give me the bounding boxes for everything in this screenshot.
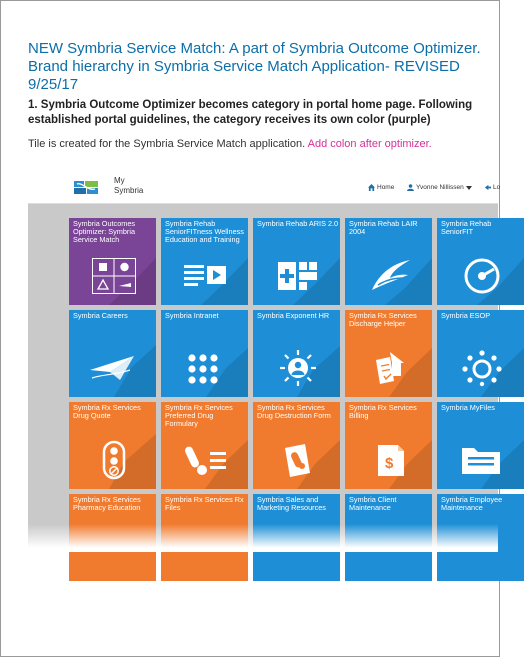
tile-careers[interactable] bbox=[69, 310, 156, 397]
brand-line-2: Symbria bbox=[114, 186, 144, 195]
tile-label: Symbria Rx Services Billing bbox=[349, 403, 417, 421]
nav-user-label: Yvonne Nillissen bbox=[416, 184, 464, 191]
annotation-note bbox=[28, 138, 432, 150]
sun-person-icon bbox=[276, 350, 320, 386]
tile-drug-quote[interactable] bbox=[69, 402, 156, 489]
shapes-icon bbox=[92, 258, 136, 294]
user-icon bbox=[407, 184, 414, 191]
swoosh-icon bbox=[368, 258, 412, 294]
tile-label: Symbria Rehab SeniorFITness Wellness Education and Training bbox=[165, 219, 244, 245]
paper-plane-icon bbox=[79, 350, 145, 386]
dollar-document-icon bbox=[368, 442, 412, 478]
tile-drug-destruction[interactable] bbox=[253, 402, 340, 489]
grid-plus-icon bbox=[276, 258, 320, 294]
nav-user-menu[interactable] bbox=[407, 184, 472, 191]
home-icon bbox=[368, 184, 375, 191]
tile-formulary[interactable] bbox=[161, 402, 248, 489]
tile-exponent-hr[interactable] bbox=[253, 310, 340, 397]
portal-screenshot bbox=[28, 172, 503, 552]
page-title: NEW Symbria Service Match: A part of Symbria Outcome Optimizer. Brand hierarchy in Symbria Service Match Application- REVISED 9/25/17 bbox=[28, 40, 481, 93]
screenshot-fade bbox=[28, 524, 498, 552]
tile-discharge-helper[interactable] bbox=[345, 310, 432, 397]
tile-label: Symbria Sales and Marketing Resources bbox=[257, 495, 326, 513]
portal-topbar bbox=[28, 172, 501, 204]
tile-label: Symbria Rehab ARIS 2.0 bbox=[257, 219, 339, 228]
note-highlight: Add colon after optimizer. bbox=[307, 138, 432, 150]
pill-document-icon bbox=[276, 442, 320, 478]
tile-seniorfitness[interactable] bbox=[161, 218, 248, 305]
tile-label: Symbria Exponent HR bbox=[257, 311, 330, 320]
note-text: Tile is created for the Symbria Service Match application. bbox=[28, 138, 306, 150]
house-document-icon bbox=[368, 350, 412, 386]
nav-home-label: Home bbox=[377, 184, 395, 191]
tile-esop[interactable] bbox=[437, 310, 524, 397]
nav-logout-label: Lo bbox=[493, 184, 501, 191]
tile-label: Symbria Client Maintenance bbox=[349, 495, 397, 513]
portal-brand bbox=[114, 176, 143, 196]
symbria-logo-icon[interactable] bbox=[73, 179, 99, 196]
caret-down-icon bbox=[466, 186, 472, 190]
dots-icon bbox=[184, 350, 228, 386]
tile-service-match[interactable] bbox=[69, 218, 156, 305]
traffic-light-icon bbox=[92, 442, 136, 478]
pills-icon bbox=[184, 442, 228, 478]
tile-label: Symbria MyFiles bbox=[441, 403, 495, 412]
tile-label: Symbria Rehab SeniorFIT bbox=[441, 219, 492, 237]
tile-label: Symbria Intranet bbox=[165, 311, 219, 320]
tile-label: Symbria Rx Services Discharge Helper bbox=[349, 311, 417, 329]
tile-label: Symbria Rehab LAIR 2004 bbox=[349, 219, 418, 237]
tile-label: Symbria Rx Services Drug Destruction Form bbox=[257, 403, 331, 421]
tile-label: Symbria Rx Services Drug Quote bbox=[73, 403, 141, 421]
tile-label: Symbria Outcomes Optimizer: Symbria Service Match bbox=[73, 219, 136, 245]
tile-label: Symbria Careers bbox=[73, 311, 128, 320]
tile-label: Symbria Employee Maintenance bbox=[441, 495, 503, 513]
tile-label: Symbria Rx Services Preferred Drug Formulary bbox=[165, 403, 233, 429]
tile-label: Symbria Rx Services Rx Files bbox=[165, 495, 244, 513]
tile-billing[interactable] bbox=[345, 402, 432, 489]
video-list-icon bbox=[184, 258, 228, 294]
logout-icon bbox=[484, 184, 491, 191]
dial-icon bbox=[460, 258, 504, 294]
folder-icon bbox=[460, 442, 504, 478]
tile-intranet[interactable] bbox=[161, 310, 248, 397]
tile-label: Symbria Rx Services Pharmacy Education bbox=[73, 495, 141, 513]
nav-home[interactable] bbox=[368, 184, 394, 191]
nav-logout[interactable] bbox=[484, 184, 500, 191]
tile-seniorfit[interactable] bbox=[437, 218, 524, 305]
section-heading: 1. Symbria Outcome Optimizer becomes category in portal home page. Following established portal guidelines, the category receives its own color (purple) bbox=[28, 99, 473, 126]
tile-myfiles[interactable] bbox=[437, 402, 524, 489]
brand-line-1: My bbox=[114, 176, 125, 185]
people-circle-icon bbox=[460, 350, 504, 386]
svg-text:$: $ bbox=[385, 455, 394, 472]
tile-lair[interactable] bbox=[345, 218, 432, 305]
tile-aris[interactable] bbox=[253, 218, 340, 305]
tile-label: Symbria ESOP bbox=[441, 311, 491, 320]
